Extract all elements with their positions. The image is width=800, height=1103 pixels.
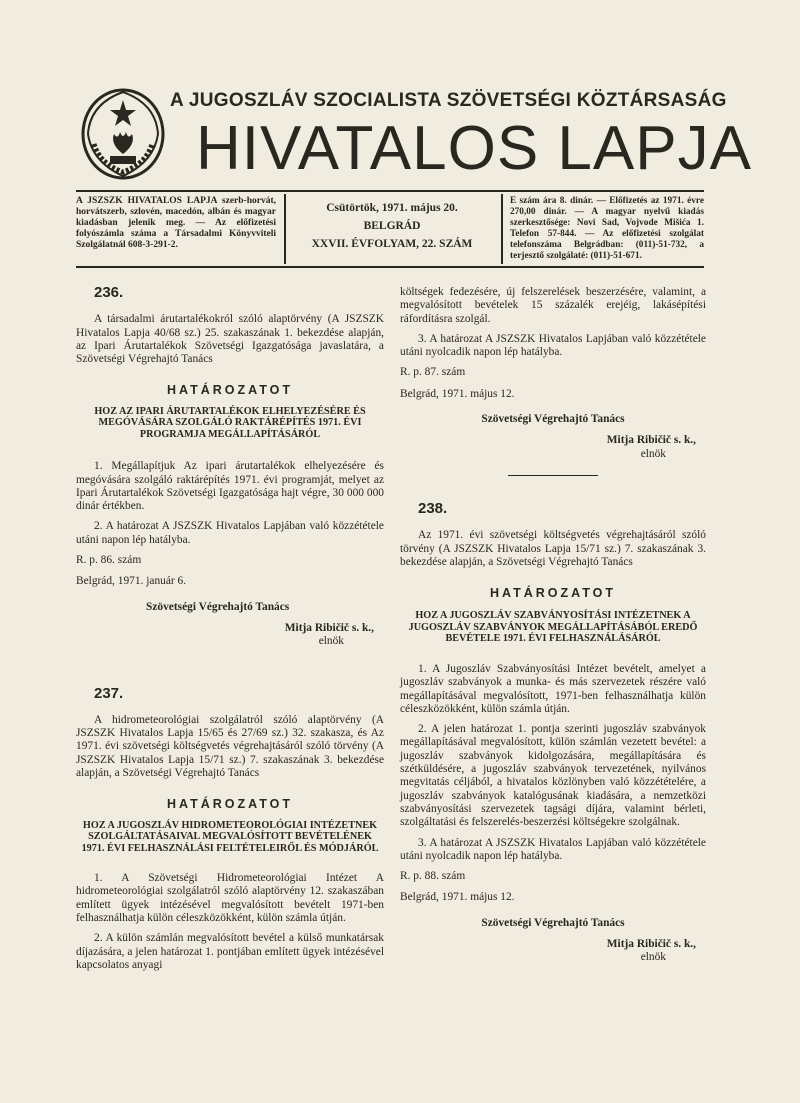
- pricing-notice: E szám ára 8. dinár. — Előfizetés az 1971. évre 270,00 dinár. — A magyar nyelvű kiadás szerkesztősége: Novi Sad, Vojvode Mišića 1. Telefon 57-844. — Az előfizetési szolgálat telefonszáma Belgrádban: (011)-51-732, a terjesztő szolgálaté: (011)-51-671.: [510, 196, 704, 261]
- doc-237-signer: Mitja Ribičič s. k.,: [606, 434, 696, 447]
- doc-238-para-1: 1. A Jugoszláv Szabványosítási Intézet bevételt, amelyet a jugoszláv szabványok a munka- és más szervezetek részére való megállapításával megvalósított, 1971-ben felhasználhatja külön céleszközökként, külön számla útján.: [400, 662, 706, 715]
- doc-238-para-3: 3. A határozat A JSZSZK Hivatalos Lapjában való közzététele utáni nyolcadik napon lép hatályba.: [400, 836, 706, 862]
- doc-236-para-1: 1. Megállapítjuk Az ipari árutartalékok elhelyezésére és megóvására szolgáló raktárépítés 1971. évi programját, melyet az Ipari Árutartalékok Szövetségi Igazgatósága hajt végre, 30 000 000 dinár értékben.: [76, 460, 384, 513]
- doc-237-role: elnök: [640, 447, 666, 460]
- doc-236-para-2: 2. A határozat A JSZSZK Hivatalos Lapjában való közzététele utáni napon lép hatályba.: [76, 520, 384, 546]
- doc-237-para-2-continued: költségek fedezésére, új felszerelések beszerzésére, valamint, a megvalósított bevételek 15 százalék erejéig, lakásépítési ráfordításra szolgál.: [400, 286, 706, 325]
- doc-236-place-date: Belgrád, 1971. január 6.: [76, 575, 187, 588]
- section-separator: [508, 475, 598, 476]
- doc-237-para-3: 3. A határozat A JSZSZK Hivatalos Lapjában való közzététele utáni nyolcadik napon lép hatályba.: [400, 332, 706, 359]
- issue-city: BELGRÁD: [363, 220, 421, 232]
- publication-title: HIVATALOS LAPJA: [196, 114, 752, 183]
- doc-236-signer: Mitja Ribičič s. k.,: [284, 621, 374, 634]
- doc-236-number: 236.: [94, 284, 124, 301]
- publication-notice: A JSZSZK HIVATALOS LAPJA szerb-horvát, horvátszerb, szlovén, macedón, albán és magyar kiadásban jelenik meg. — Az előfizetési folyószámla száma a Társadalmi Könyvviteli Szolgálatnál 608-3-291-2.: [76, 196, 276, 250]
- doc-236-heading: HATÁROZATOT: [166, 383, 294, 398]
- doc-238-number: 238.: [418, 499, 448, 517]
- doc-237-para-2: 2. A külön számlán megvalósított bevétel a külső munkatársak díjazására, a jelen határozat 1. pontjában említett ügyek intézésével kapcsolatos anyagi: [76, 932, 384, 971]
- doc-238-ref: R. p. 88. szám: [400, 870, 466, 883]
- state-emblem-icon: [80, 84, 166, 182]
- doc-237-para-1: 1. A Szövetségi Hidrometeorológiai Intézet A hidrometeorológiai szolgálatról szóló alaptörvény 12. szakaszában említett ügyek intézésével megvalósított bevételt 1971-ben felhasználhatja külön céleszközökként, külön számla útján.: [76, 872, 384, 925]
- doc-236-role: elnök: [318, 635, 344, 648]
- doc-237-subheading: HOZ A JUGOSZLÁV HIDROMETEOROLÓGIAI INTÉZETNEK SZOLGÁLTATÁSAIVAL MEGVALÓSÍTOTT BEVÉTELÉNEK 1971. ÉVI FELHASZNÁLÁSI FELTÉTELEIRŐL ÉS MÓDJÁRÓL: [81, 819, 379, 854]
- header-top-rule: [76, 190, 704, 192]
- right-column: [400, 286, 706, 965]
- doc-238-heading: HATÁROZATOT: [489, 586, 617, 601]
- doc-236-ref: R. p. 86. szám: [76, 554, 142, 567]
- doc-238-intro: Az 1971. évi szövetségi költségvetés végrehajtásáról szóló törvény (A JSZSZK Hivatalos Lapja 15/71 sz.) 7. szakaszának 3. bekezdése alapján, a Szövetségi Végrehajtó Tanács: [400, 529, 706, 568]
- doc-238-para-2: 2. A jelen határozat 1. pontja szerinti jugoszláv szabványok megállapításával megvalósított, külön számlán vezetett bevétel: a jugoszláv szabványok kidolgozására, megállapítására és szétküldésére, a jugoszláv szabványok tervezetének, nyilvános megvitatás céljából, a hivatalos közlönyben való közzétételére, a jugoszláv szabványok katalógusának kiadására, a nemzetközi szabványosítási szervezetek tagsági díjára, valamint bérleti, szolgáltatási és felszerelés-beszerzési költségekre szolgálnak.: [400, 723, 706, 829]
- doc-237-heading: HATÁROZATOT: [166, 797, 294, 812]
- doc-237-intro: A hidrometeorológiai szolgálatról szóló alaptörvény (A JSZSZK Hivatalos Lapja 15/65 és 27/69 sz.) 32. szakasza, és Az 1971. évi szövetségi költségvetés végrehajtásáról szóló törvény (A JSZSZK Hivatalos Lapja 15/71 sz.) 7. szakaszának 3. bekezdése alapján, a Szövetségi Végrehajtó Tanács: [76, 713, 384, 780]
- doc-238-signer: Mitja Ribičič s. k.,: [606, 938, 696, 950]
- doc-236-subheading: HOZ AZ IPARI ÁRUTARTALÉKOK ELHELYEZÉSÉRE ÉS MEGÓVÁSÁRA SZOLGÁLÓ RAKTÁRÉPÍTÉS 1971. ÉVI PROGRAMJA MEGÁLLAPÍTÁSÁRÓL: [94, 405, 366, 440]
- issue-volume: XXVII. ÉVFOLYAM, 22. SZÁM: [311, 238, 473, 250]
- header-bottom-rule: [76, 266, 704, 268]
- header-divider: [501, 194, 503, 264]
- republic-name: A JUGOSZLÁV SZOCIALISTA SZÖVETSÉGI KÖZTÁRSASÁG: [170, 90, 727, 111]
- left-column: [76, 286, 384, 979]
- doc-236-council: Szövetségi Végrehajtó Tanács: [146, 600, 290, 613]
- doc-238-subheading: HOZ A JUGOSZLÁV SZABVÁNYOSÍTÁSI INTÉZETNEK A JUGOSZLÁV SZABVÁNYOK MEGÁLLAPÍTÁSÁBÓL EREDŐ BEVÉTELE 1971. ÉVI FELHASZNÁLÁSÁRÓL: [408, 610, 698, 645]
- doc-236-intro: A társadalmi árutartalékokról szóló alaptörvény (A JSZSZK Hivatalos Lapja 40/68 sz.) 25. szakaszának 1. bekezdése alapján, az Ipari Árutartalékok Szövetségi Igazgatósága javaslatára, a Szövetségi Végrehajtó Tanács: [76, 313, 384, 366]
- doc-238-council: Szövetségi Végrehajtó Tanács: [481, 916, 625, 929]
- doc-238-role: elnök: [640, 951, 666, 964]
- issue-info: [292, 202, 492, 256]
- header-divider: [284, 194, 286, 264]
- doc-238-place-date: Belgrád, 1971. május 12.: [400, 891, 515, 904]
- issue-date: Csütörtök, 1971. május 20.: [326, 202, 458, 214]
- doc-237-place-date: Belgrád, 1971. május 12.: [400, 387, 515, 400]
- doc-237-ref: R. p. 87. szám: [400, 366, 466, 379]
- doc-237-number: 237.: [94, 684, 124, 702]
- doc-237-council: Szövetségi Végrehajtó Tanács: [481, 413, 625, 426]
